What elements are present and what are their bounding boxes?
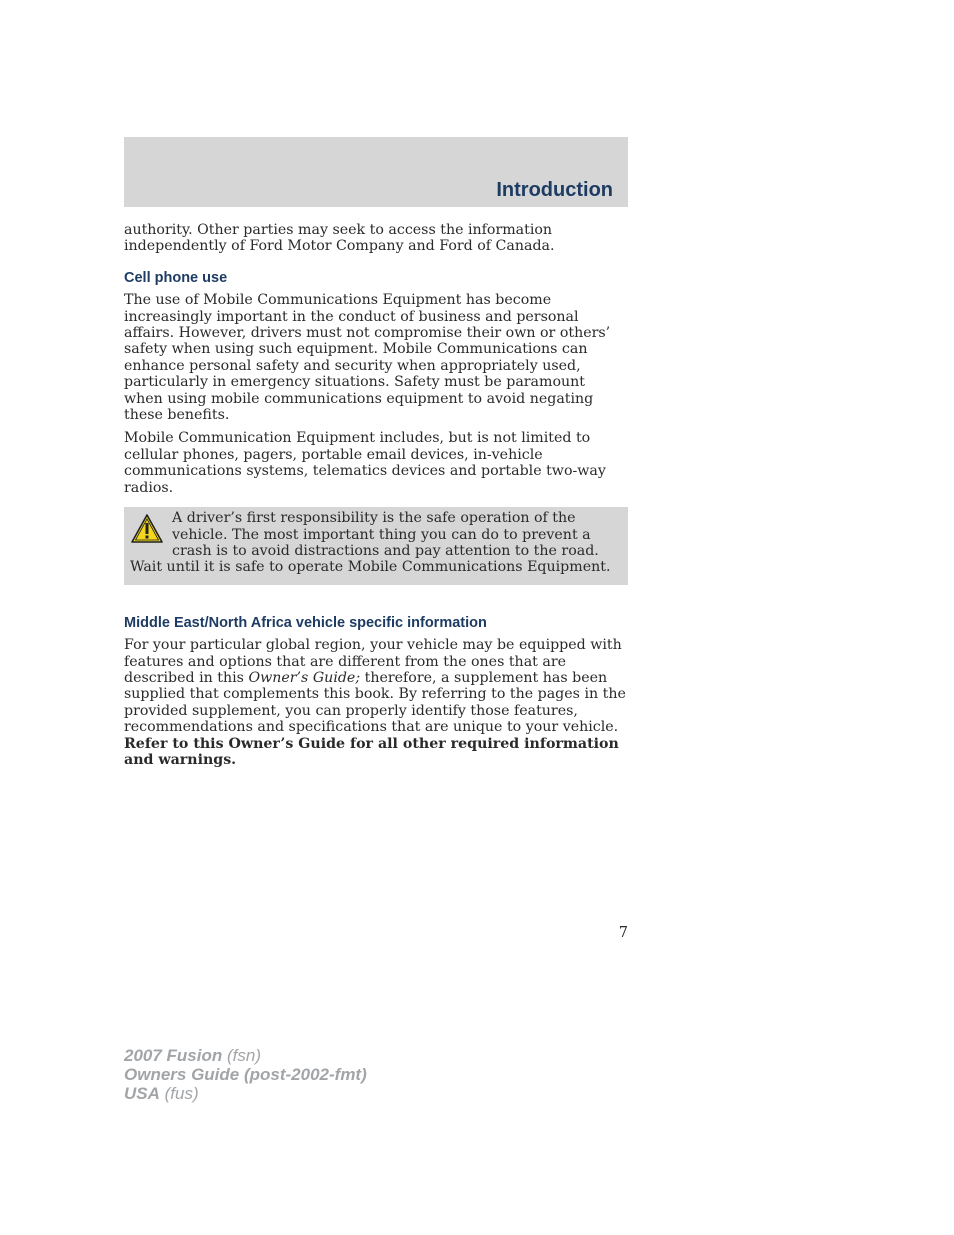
owner-guide-reference: Owner’s Guide; [248,669,361,686]
mena-paragraph [124,637,628,768]
section-header-band [124,137,628,207]
footer-model-code: (fsn) [222,1046,261,1065]
warning-box [124,507,628,585]
footer-guide-format: Owners Guide (post-2002-fmt) [124,1065,367,1084]
page-number: 7 [618,925,628,941]
intro-paragraph: authority. Other parties may seek to access the information independently of Ford Motor Company and Ford of Canada. [124,222,555,255]
footer-line-2 [124,1065,367,1084]
mena-text-before: For your particular global region, your vehicle may be equipped with features and options that are different from the ones that are described in this [124,637,622,686]
footer-line-3 [124,1084,367,1103]
document-footer [124,1046,367,1103]
cell-phone-heading: Cell phone use [124,269,228,286]
warning-triangle-icon [130,513,164,545]
cell-phone-paragraph-1: The use of Mobile Communications Equipment has become increasingly important in the conduct of business and personal affairs. However, drivers must not compromise their own or others’ safety when using such equipment. Mobile Communications can enhance personal safety and security when appropriately used, particularly in emergency situations. Safety must be paramount when using mobile communications equipment to avoid negating these benefits. [124,292,611,424]
footer-market: USA [124,1084,160,1103]
footer-market-code: (fus) [159,1084,199,1103]
mena-bold-text: Refer to this Owner’s Guide for all other required information and warnings. [124,735,619,768]
footer-line-1 [124,1046,367,1065]
footer-model: 2007 Fusion [124,1046,223,1065]
mena-heading: Middle East/North Africa vehicle specific information [124,614,487,631]
mena-text-after: therefore, a supplement has been supplied that complements this book. By referring to the pages in the provided supplement, you can properly identify those features, recommendations and specifications that are unique to your vehicle. [124,669,626,736]
cell-phone-paragraph-2: Mobile Communication Equipment includes, but is not limited to cellular phones, pagers, portable email devices, in-vehicle communications systems, telematics devices and portable two-way radios. [124,430,606,496]
section-title: Introduction [496,179,613,201]
warning-text: A driver’s first responsibility is the safe operation of the vehicle. The most important thing you can do to prevent a crash is to avoid distractions and pay attention to the road. Wait until it is safe to operate Mobile Communications Equipment. [130,510,611,576]
page-content [124,222,628,768]
